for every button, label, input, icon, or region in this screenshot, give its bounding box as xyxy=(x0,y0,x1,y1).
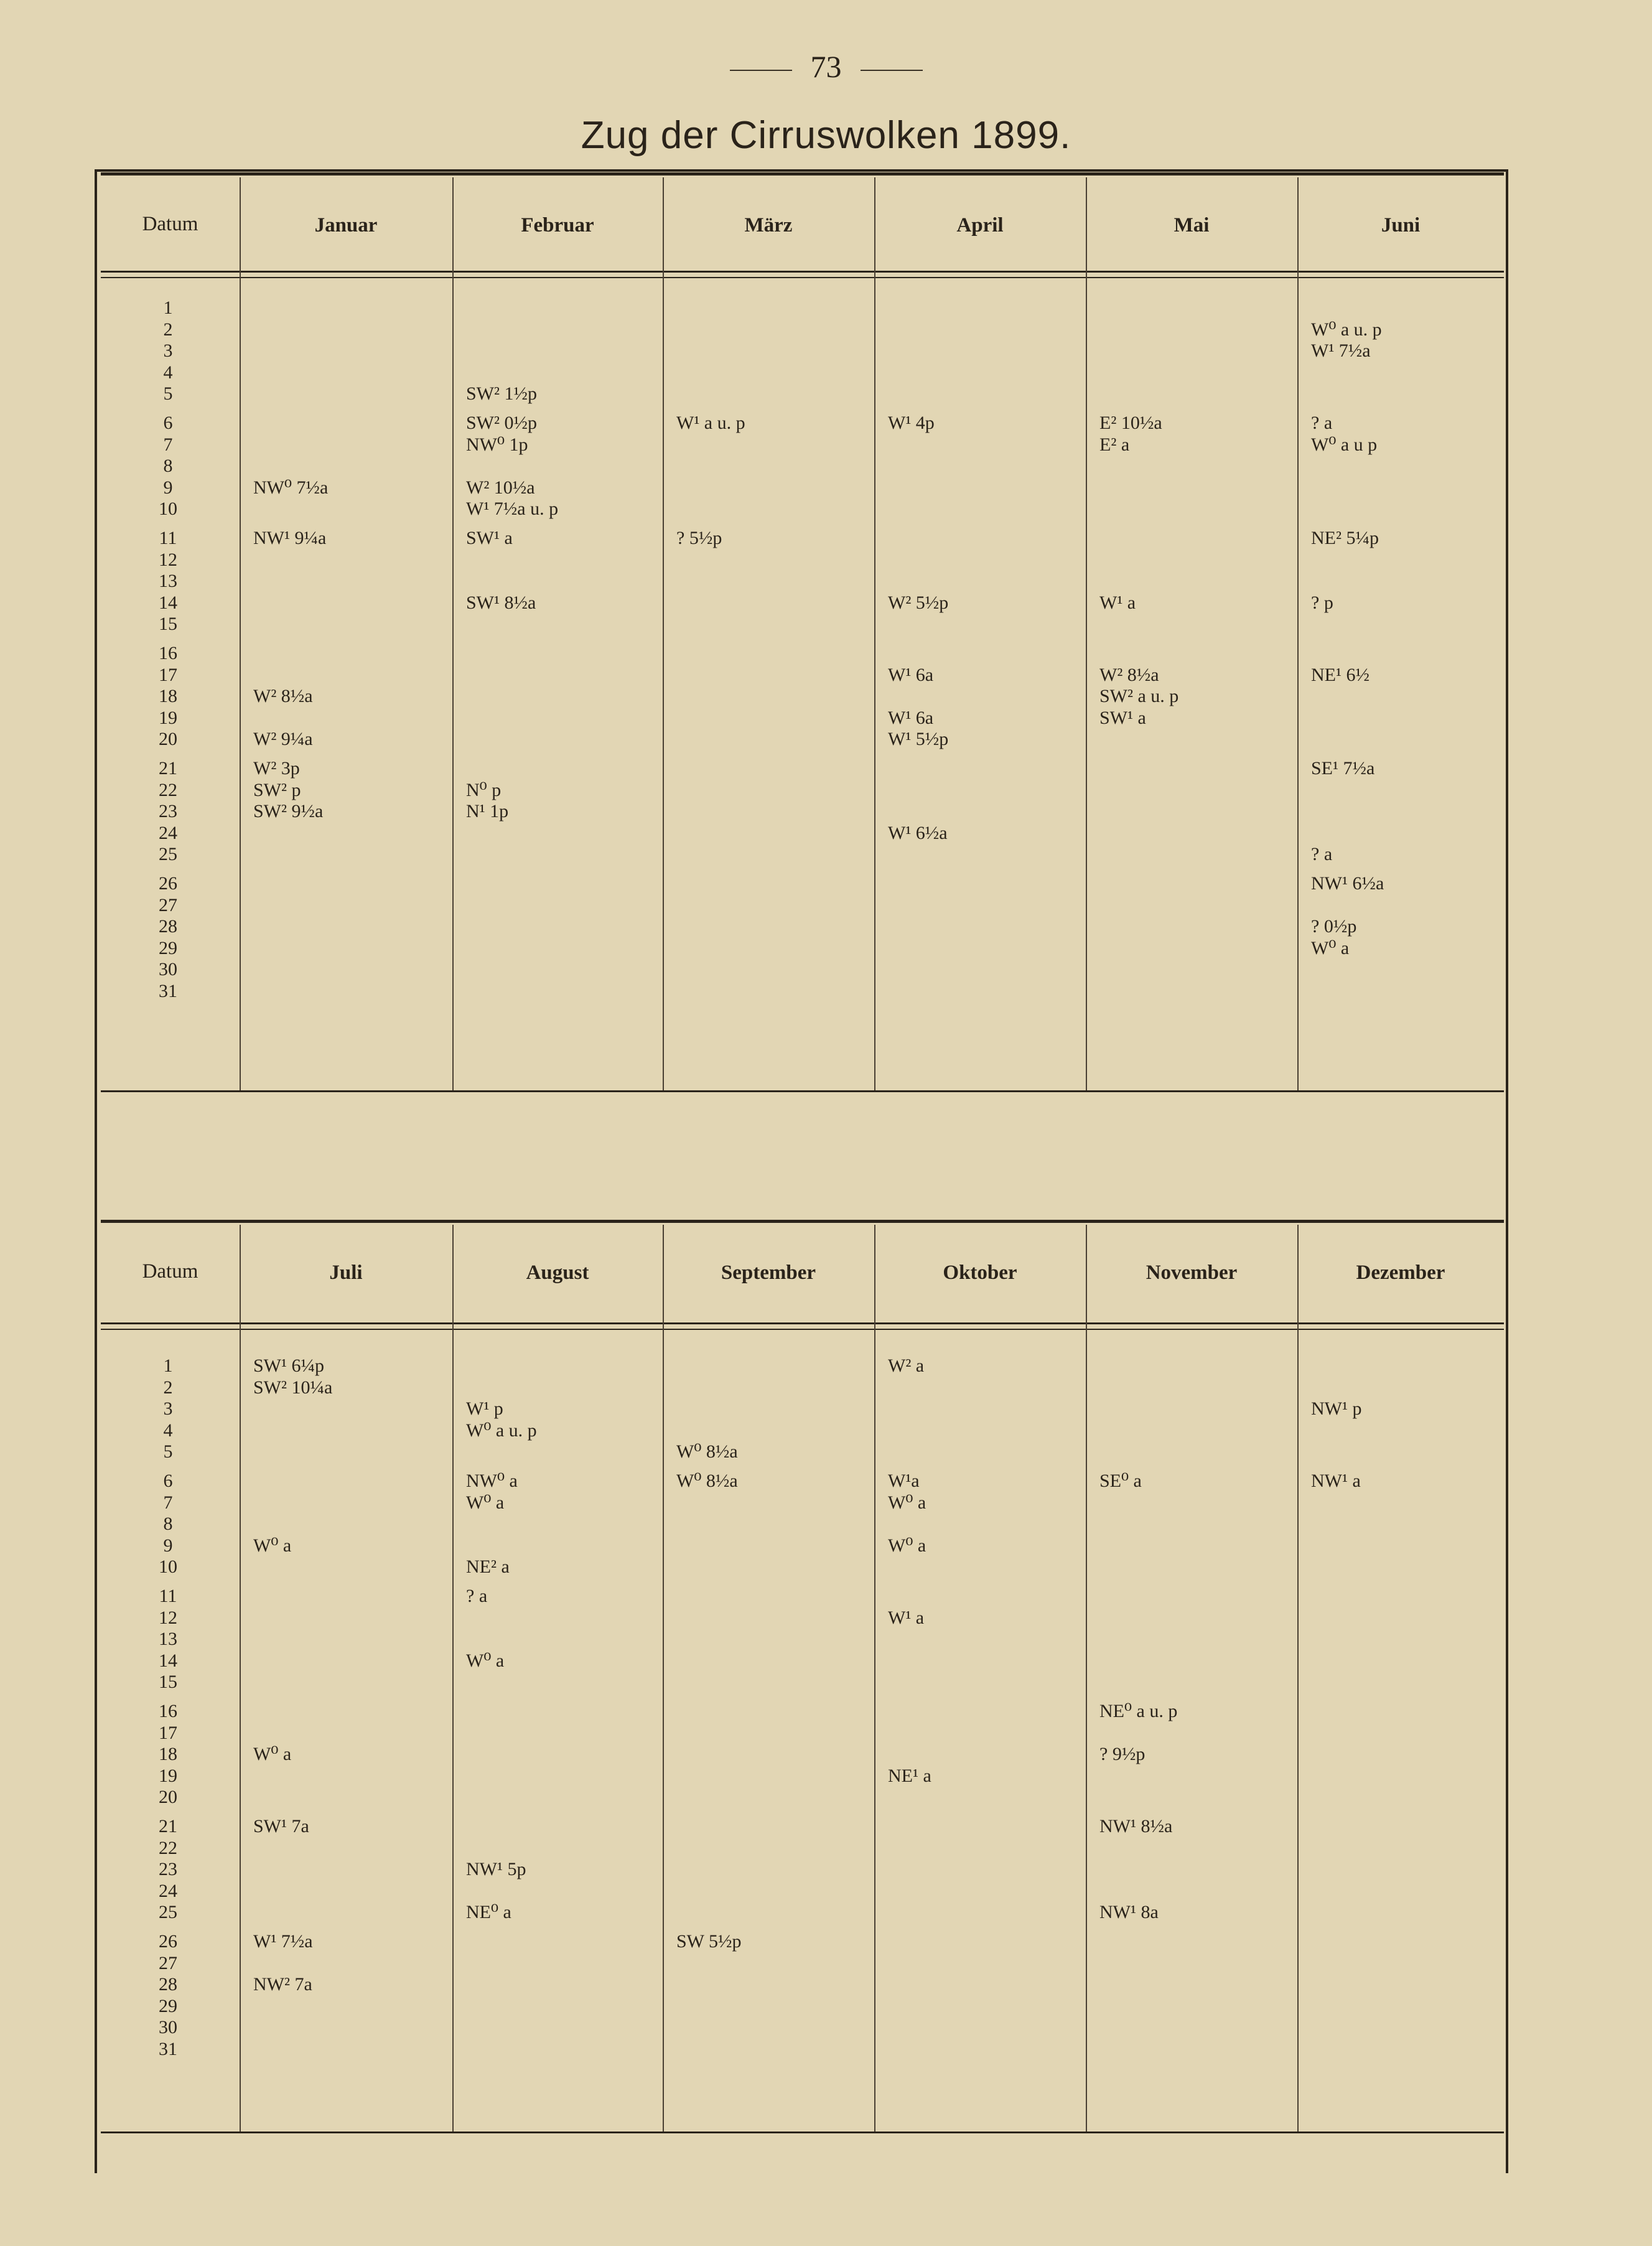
page-number xyxy=(0,49,1652,85)
day-number: 10 xyxy=(159,1556,177,1578)
day-number: 26 xyxy=(159,1931,177,1952)
column-header-month: Oktober xyxy=(943,1261,1017,1284)
table-bottom-rule xyxy=(101,2131,1504,2133)
observation-cell: SW¹ a xyxy=(1099,707,1146,728)
observation-cell: W⁰ a xyxy=(888,1492,926,1513)
day-number: 2 xyxy=(163,319,173,340)
day-number: 10 xyxy=(159,498,177,520)
observation-cell: ? a xyxy=(1311,413,1333,433)
observation-cell: W¹ p xyxy=(466,1398,503,1420)
observation-cell: SW² 10¼a xyxy=(253,1377,333,1398)
observation-cell: NW¹ 6½a xyxy=(1311,873,1384,894)
day-number: 9 xyxy=(163,1535,173,1556)
day-number: 16 xyxy=(159,643,177,663)
observation-cell: NW⁰ 1p xyxy=(466,434,528,455)
page-number-rule-left xyxy=(730,70,792,71)
observation-cell: W⁰ a u p xyxy=(1311,434,1378,455)
day-number: 14 xyxy=(159,592,177,613)
day-number: 21 xyxy=(159,758,177,779)
observation-cell: NW¹ 8a xyxy=(1099,1902,1159,1923)
observation-cell: W² 5½p xyxy=(888,592,949,613)
day-number: 13 xyxy=(159,571,177,592)
observation-cell: NE² a xyxy=(466,1556,510,1578)
observation-cell: N⁰ p xyxy=(466,779,502,800)
observation-cell: W⁰ a xyxy=(466,1650,505,1671)
day-number: 19 xyxy=(159,1765,177,1786)
observation-cell: W¹ 5½p xyxy=(888,729,949,750)
observation-cell: W¹ 4p xyxy=(888,413,935,433)
day-number: 26 xyxy=(159,873,177,894)
day-number: 22 xyxy=(159,1837,177,1858)
day-number: 28 xyxy=(159,1974,177,1995)
header-rule xyxy=(101,271,1504,273)
day-number: 23 xyxy=(159,1859,177,1880)
day-number: 28 xyxy=(159,916,177,937)
observation-cell: NE¹ a xyxy=(888,1765,931,1786)
day-number: 6 xyxy=(163,1471,173,1491)
column-divider xyxy=(1086,177,1087,1090)
day-number: 12 xyxy=(159,1607,177,1628)
day-number: 13 xyxy=(159,1629,177,1650)
observation-cell: NW⁰ 7½a xyxy=(253,477,329,498)
observation-cell: E² 10½a xyxy=(1099,413,1162,433)
observation-cell: ? 9½p xyxy=(1099,1744,1146,1765)
observation-cell: W¹ 6a xyxy=(888,707,934,728)
day-number: 3 xyxy=(163,340,173,362)
observation-cell: SW² 1½p xyxy=(466,383,537,405)
observation-cell: NE⁰ a xyxy=(466,1902,511,1923)
observation-cell: SW² a u. p xyxy=(1099,686,1179,707)
observation-cell: W⁰ a xyxy=(253,1535,292,1556)
day-number: 18 xyxy=(159,1744,177,1765)
column-header-datum: Datum xyxy=(142,1260,198,1283)
column-divider xyxy=(874,177,875,1090)
day-number: 23 xyxy=(159,801,177,822)
day-number: 17 xyxy=(159,664,177,685)
column-header-month: Juli xyxy=(329,1261,363,1284)
column-divider xyxy=(663,1225,664,2131)
column-header-month: Dezember xyxy=(1356,1261,1445,1284)
day-number: 19 xyxy=(159,707,177,728)
table-top-rule xyxy=(101,1220,1504,1223)
header-rule xyxy=(101,1322,1504,1324)
header-rule-double xyxy=(101,1329,1504,1330)
day-number: 21 xyxy=(159,1816,177,1837)
day-number: 12 xyxy=(159,549,177,570)
observation-cell: SW 5½p xyxy=(676,1931,742,1952)
day-number: 11 xyxy=(159,528,177,548)
day-number: 7 xyxy=(163,1492,173,1513)
observation-cell: W¹ 6½a xyxy=(888,822,948,843)
column-divider xyxy=(1086,1225,1087,2131)
observation-cell: SW¹ 6¼p xyxy=(253,1355,324,1376)
column-divider xyxy=(874,1225,875,2131)
header-rule-double xyxy=(101,277,1504,278)
day-number: 14 xyxy=(159,1650,177,1671)
observation-cell: ? a xyxy=(466,1586,488,1606)
page-number-text: 73 xyxy=(810,49,842,84)
observation-cell: W² 8½a xyxy=(253,686,313,707)
day-number: 20 xyxy=(159,1787,177,1808)
observation-cell: W¹ a xyxy=(1099,592,1136,613)
column-header-datum: Datum xyxy=(142,213,198,235)
observation-cell: W² 8½a xyxy=(1099,664,1159,685)
observation-cell: E² a xyxy=(1099,434,1130,455)
observation-cell: ? 5½p xyxy=(676,528,722,548)
day-number: 18 xyxy=(159,686,177,707)
day-number: 25 xyxy=(159,1902,177,1923)
day-number: 2 xyxy=(163,1377,173,1398)
observation-cell: W⁰ a u. p xyxy=(466,1420,537,1441)
observation-cell: NW¹ 5p xyxy=(466,1859,526,1880)
day-number: 9 xyxy=(163,477,173,498)
observation-cell: N¹ 1p xyxy=(466,801,509,822)
observation-cell: W¹ a u. p xyxy=(676,413,745,433)
day-number: 1 xyxy=(163,297,173,318)
column-divider xyxy=(452,1225,454,2131)
observation-cell: W⁰ a u. p xyxy=(1311,319,1382,340)
observation-cell: W⁰ 8½a xyxy=(676,1441,738,1462)
column-divider xyxy=(1297,177,1299,1090)
day-number: 1 xyxy=(163,1355,173,1376)
page-title: Zug der Cirruswolken 1899. xyxy=(581,114,1071,157)
column-divider xyxy=(240,177,241,1090)
observation-cell: NW¹ p xyxy=(1311,1398,1362,1420)
observation-cell: W⁰ a xyxy=(1311,937,1350,958)
day-number: 5 xyxy=(163,1441,173,1462)
column-divider xyxy=(452,177,454,1090)
page-number-rule-right xyxy=(861,70,923,71)
observation-cell: NW¹ a xyxy=(1311,1471,1361,1491)
day-number: 3 xyxy=(163,1398,173,1420)
day-number: 7 xyxy=(163,434,173,455)
observation-cell: SW¹ 7a xyxy=(253,1816,309,1837)
day-number: 31 xyxy=(159,2039,177,2059)
column-header-month: Januar xyxy=(314,214,378,236)
table-frame xyxy=(95,169,1508,2173)
observation-cell: W¹ 7½a xyxy=(1311,340,1371,362)
day-number: 4 xyxy=(163,362,173,383)
observation-cell: W⁰ a xyxy=(466,1492,505,1513)
day-number: 17 xyxy=(159,1722,177,1743)
observation-cell: SW² 9½a xyxy=(253,801,324,822)
observation-cell: SE¹ 7½a xyxy=(1311,758,1375,779)
observation-cell: W² 9¼a xyxy=(253,729,313,750)
day-number: 29 xyxy=(159,1995,177,2016)
day-number: 24 xyxy=(159,822,177,843)
observation-cell: ? p xyxy=(1311,592,1333,613)
observation-cell: SE⁰ a xyxy=(1099,1471,1142,1491)
column-divider xyxy=(663,177,664,1090)
observation-cell: SW² p xyxy=(253,779,301,800)
day-number: 4 xyxy=(163,1420,173,1441)
day-number: 20 xyxy=(159,729,177,750)
day-number: 30 xyxy=(159,2017,177,2038)
column-header-month: April xyxy=(956,214,1004,236)
observation-cell: W¹ 7½a u. p xyxy=(466,498,559,520)
observation-cell: W¹a xyxy=(888,1471,920,1491)
column-header-month: März xyxy=(744,214,793,236)
day-number: 11 xyxy=(159,1586,177,1606)
column-divider xyxy=(1297,1225,1299,2131)
column-divider xyxy=(240,1225,241,2131)
observation-cell: W² a xyxy=(888,1355,925,1376)
observation-cell: NE² 5¼p xyxy=(1311,528,1379,548)
column-header-month: Juni xyxy=(1381,214,1421,236)
observation-cell: W² 3p xyxy=(253,758,300,779)
column-header-month: Mai xyxy=(1174,214,1210,236)
observation-cell: NW² 7a xyxy=(253,1974,312,1995)
observation-cell: SW¹ a xyxy=(466,528,513,548)
table-bottom-rule xyxy=(101,1090,1504,1092)
observation-cell: NW¹ 9¼a xyxy=(253,528,327,548)
observation-cell: NE⁰ a u. p xyxy=(1099,1701,1178,1721)
column-header-month: August xyxy=(526,1261,589,1284)
day-number: 22 xyxy=(159,779,177,800)
observation-cell: W⁰ a xyxy=(253,1744,292,1765)
observation-cell: W⁰ 8½a xyxy=(676,1471,738,1491)
day-number: 8 xyxy=(163,1514,173,1535)
observation-cell: NE¹ 6½ xyxy=(1311,664,1370,685)
observation-cell: SW² 0½p xyxy=(466,413,537,433)
observation-cell: ? a xyxy=(1311,844,1333,865)
day-number: 25 xyxy=(159,844,177,865)
day-number: 16 xyxy=(159,1701,177,1721)
day-number: 27 xyxy=(159,1952,177,1973)
day-number: 6 xyxy=(163,413,173,433)
day-number: 5 xyxy=(163,383,173,405)
observation-cell: ? 0½p xyxy=(1311,916,1357,937)
observation-cell: NW¹ 8½a xyxy=(1099,1816,1173,1837)
column-header-month: September xyxy=(721,1261,816,1284)
day-number: 8 xyxy=(163,456,173,477)
observation-cell: W² 10½a xyxy=(466,477,535,498)
day-number: 15 xyxy=(159,1672,177,1693)
observation-cell: W¹ a xyxy=(888,1607,925,1628)
observation-cell: NW⁰ a xyxy=(466,1471,518,1491)
column-header-month: November xyxy=(1146,1261,1238,1284)
day-number: 31 xyxy=(159,981,177,1001)
day-number: 24 xyxy=(159,1880,177,1901)
observation-cell: SW¹ 8½a xyxy=(466,592,536,613)
observation-cell: W¹ 6a xyxy=(888,664,934,685)
day-number: 15 xyxy=(159,614,177,635)
day-number: 30 xyxy=(159,959,177,980)
column-header-month: Februar xyxy=(521,214,594,236)
table-top-rule xyxy=(101,172,1504,175)
day-number: 27 xyxy=(159,894,177,915)
observation-cell: W¹ 7½a xyxy=(253,1931,313,1952)
day-number: 29 xyxy=(159,937,177,958)
observation-cell: W⁰ a xyxy=(888,1535,926,1556)
